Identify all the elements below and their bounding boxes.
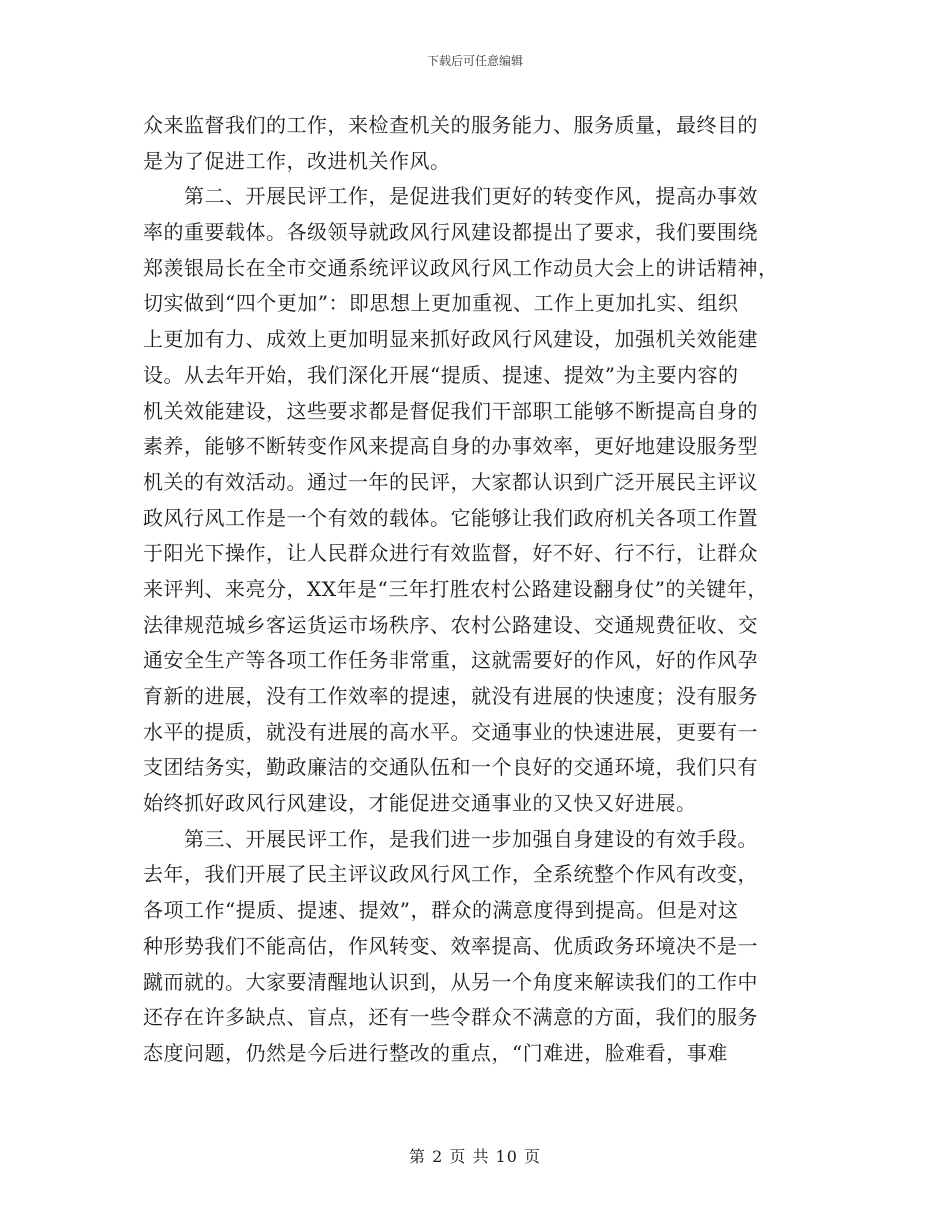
text-line: 机关的有效活动。通过一年的民评，大家都认识到广泛开展民主评议 [143,469,758,494]
text-line: 于阳光下操作，让人民群众进行有效监督，好不好、行不行，让群众 [143,541,758,566]
text-line: 素养，能够不断转变作风来提高自身的办事效率，更好地建设服务型 [143,434,758,459]
text-line: 众来监督我们的工作，来检查机关的服务能力、服务质量，最终目的 [143,113,758,137]
text-line: 始终抓好政风行风建设，才能促进交通事业的又快又好进展。 [143,791,697,816]
paragraph-start-line: 第三、开展民评工作，是我们进一步加强自身建设的有效手段。 [184,826,758,851]
text-line: 是为了促进工作，改进机关作风。 [143,148,451,173]
text-line: 育新的进展，没有工作效率的提速，就没有进展的快速度；没有服务 [143,684,758,708]
text-line: 通安全生产等各项工作任务非常重，这就需要好的作风，好的作风孕 [143,648,758,673]
text-line: 来评判、来亮分，XX年是“三年打胜农村公路建设翻身仗”的关键年， [143,576,768,601]
text-line: 法律规范城乡客运货运市场秩序、农村公路建设、交通规费征收、交 [143,612,758,637]
text-line: 支团结务实，勤政廉洁的交通队伍和一个良好的交通环境，我们只有 [143,755,758,780]
text-line: 率的重要载体。各级领导就政风行风建设都提出了要求，我们要围绕 [143,220,758,245]
text-line: 水平的提质，就没有进展的高水平。交通事业的快速进展，更要有一 [143,719,758,744]
text-line: 机关效能建设，这些要求都是督促我们干部职工能够不断提高自身的 [143,398,758,423]
text-line: 各项工作“提质、提速、提效”，群众的满意度得到提高。但是对这 [143,898,739,923]
text-line: 种形势我们不能高估，作风转变、效率提高、优质政务环境决不是一 [143,933,758,958]
text-line: 郑羡银局长在全市交通系统评议政风行风工作动员大会上的讲话精神， [143,255,779,280]
paragraph-start-line: 第二、开展民评工作，是促进我们更好的转变作风，提高办事效 [184,184,758,209]
page-footer: 第 2 页 共 10 页 [409,1147,541,1166]
text-line: 蹴而就的。大家要清醒地认识到，从另一个角度来解读我们的工作中 [143,969,758,994]
text-line: 去年，我们开展了民主评议政风行风工作，全系统整个作风有改变， [143,862,758,887]
text-line: 还存在许多缺点、盲点，还有一些令群众不满意的方面，我们的服务 [143,1005,758,1030]
document-body [143,108,807,1072]
text-line: 切实做到“四个更加”：即思想上更加重视、工作上更加扎实、组织 [143,291,739,316]
text-line: 设。从去年开始，我们深化开展“提质、提速、提效”为主要内容的 [143,362,739,387]
page-header: 下载后可任意编辑 [426,54,523,68]
text-line: 政风行风工作是一个有效的载体。它能够让我们政府机关各项工作置 [143,505,758,530]
text-line: 态度问题，仍然是今后进行整改的重点，“门难进，脸难看，事难 [143,1040,728,1065]
text-line: 上更加有力、成效上更加明显来抓好政风行风建设，加强机关效能建 [143,327,758,352]
